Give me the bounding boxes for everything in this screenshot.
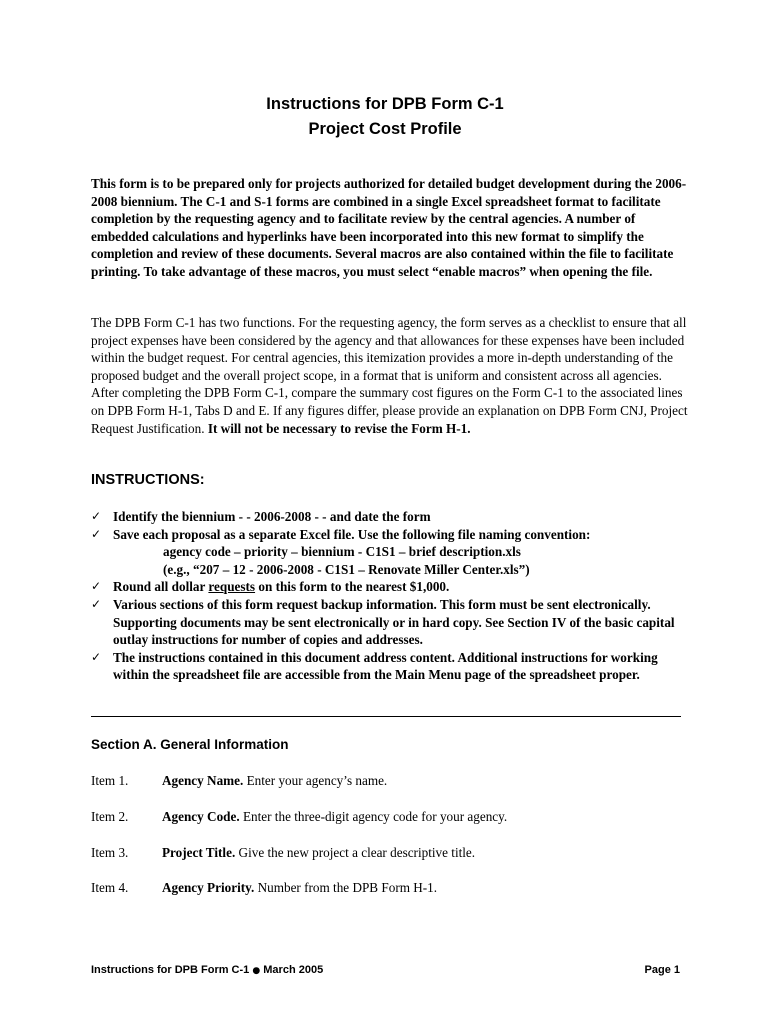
item-description: Enter your agency’s name. [243, 773, 388, 788]
item-number: Item 4. [91, 880, 129, 895]
item-description: Number from the DPB Form H-1. [254, 880, 438, 895]
instructions-heading: INSTRUCTIONS: [91, 472, 205, 488]
item-number: Item 1. [91, 773, 129, 788]
checkmark-icon: ✓ [91, 649, 102, 664]
list-item [91, 649, 691, 684]
item-text [162, 880, 437, 896]
section-a-heading: Section A. General Information [91, 737, 289, 752]
functions-paragraph [91, 314, 691, 437]
horizontal-divider [91, 716, 681, 717]
item-number: Item 3. [91, 845, 129, 860]
footer-date: March 2005 [260, 964, 324, 976]
document-title: Instructions for DPB Form C-1 [266, 95, 504, 113]
list-item [91, 596, 691, 649]
list-item-text: Round all dollar [113, 579, 209, 595]
checkmark-icon: ✓ [91, 526, 102, 541]
list-item [91, 526, 691, 579]
item-text [162, 809, 507, 825]
checkmark-icon: ✓ [91, 509, 102, 523]
list-item-text: Various sections of this form request backup information. This form must be sent electronically. Supporting documents may be sent electronically or in hard copy. See Section IV of the basic capital outlay instructions for number of copies and addresses. [113, 596, 675, 648]
instructions-list [91, 508, 691, 684]
bullet-icon: ● [252, 966, 261, 976]
item-description: Give the new project a clear descriptive title. [235, 845, 476, 860]
footer-doc-title: Instructions for DPB Form C-1 [91, 964, 253, 976]
naming-example: (e.g., “207 – 12 - 2006-2008 - C1S1 – Renovate Miller Center.xls”) [163, 561, 530, 577]
item-label: Agency Code. [162, 809, 240, 824]
item-number: Item 2. [91, 809, 129, 824]
list-item-text: Identify the biennium - - 2006-2008 - - and date the form [113, 509, 431, 524]
footer-left [91, 964, 323, 976]
list-item-text-end: on this form to the nearest $1,000. [255, 579, 450, 595]
list-item [91, 578, 691, 596]
item-text [162, 773, 387, 789]
list-item-text: Save each proposal as a separate Excel file. Use the following file naming convention: [113, 526, 591, 542]
item-label: Project Title. [162, 845, 236, 860]
list-item [91, 508, 691, 526]
document-subtitle: Project Cost Profile [308, 120, 462, 138]
item-description: Enter the three-digit agency code for your agency. [239, 809, 508, 824]
item-text [162, 845, 475, 861]
item-label: Agency Priority. [162, 880, 255, 895]
list-item-text: The instructions contained in this document address content. Additional instructions for working within the spreadsheet file are accessible from the Main Menu page of the spreadsheet proper. [113, 649, 658, 683]
functions-text: The DPB Form C-1 has two functions. For the requesting agency, the form serves as a checklist to ensure that all project expenses have been considered by the agency and that allowances for these expenses have been included within the budget request. For central agencies, this itemization provides a more in-depth understanding of the proposed budget and the overall project scope, in a format that is uniform and consistent across all agencies. After completing the DPB Form C-1, compare the summary cost figures on the Form C-1 to the associated lines on DPB Form H-1, Tabs D and E. If any figures differ, please provide an explanation on DPB Form CNJ, Project Request Justification. [91, 315, 688, 436]
intro-paragraph: This form is to be prepared only for projects authorized for detailed budget development during the 2006-2008 biennium. The C-1 and S-1 forms are combined in a single Excel spreadsheet format to facilitate completion by the requesting agency and to facilitate review by the central agencies. A number of embedded calculations and hyperlinks have been incorporated into this new format to simplify the completion and review of these documents. Several macros are also contained within the file to facilitate printing. To take advantage of these macros, you must select “enable macros” when opening the file. [91, 176, 687, 279]
page-number: Page 1 [644, 964, 680, 976]
checkmark-icon: ✓ [91, 579, 102, 594]
checkmark-icon: ✓ [91, 596, 102, 611]
item-label: Agency Name. [162, 773, 244, 788]
naming-convention: agency code – priority – biennium - C1S1 – brief description.xls [163, 544, 521, 560]
functions-bold-note: It will not be necessary to revise the Form H-1. [207, 420, 471, 436]
underlined-word: requests [208, 579, 256, 595]
